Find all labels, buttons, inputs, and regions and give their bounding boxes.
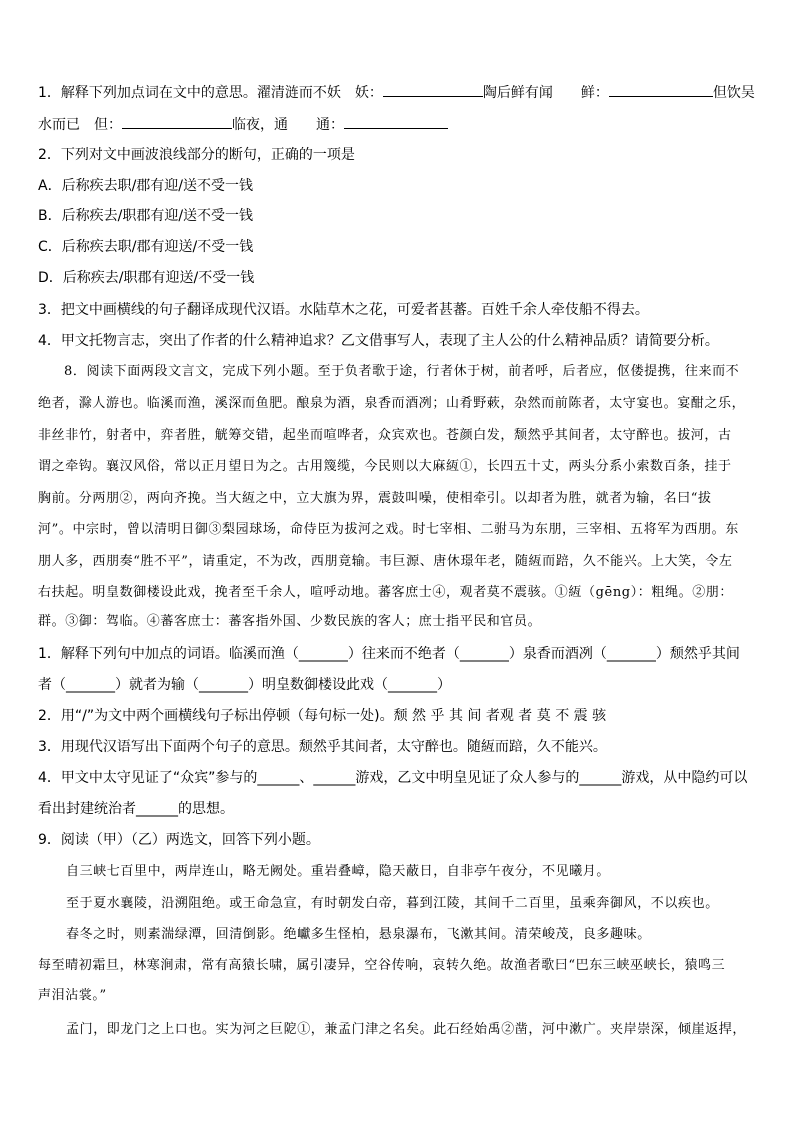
q8-1-line-1: 1．解释下列句中加点的词语。临溪而渔（_______）往来而不绝者（_______）泉香而酒冽（_______）颓然乎其间 [38,646,740,662]
q9-passage-line-1: 自三峡七百里中，两岸连山，略无阙处。重岩叠嶂，隐天蔽日，自非亭午夜分，不见曦月。 [66,864,611,879]
q8-passage-line-1: 8．阅读下面两段文言文，完成下列小题。至于负者歌于途，行者休于树，前者呼，后者应，伛偻提携，往来而不 [64,364,740,379]
q1-blank-yao[interactable] [383,82,483,97]
q8-1-line-2: 者（_______）就者为输（_______）明皇数御楼设此戏（_______） [38,677,451,693]
q8-4-line-2: 看出封建统治者______的思想。 [38,801,234,817]
q8-passage-line-3: 非丝非竹，射者中，弈者胜，觥筹交错，起坐而喧哗者，众宾欢也。苍颜白发，颓然乎其间者，太守醉也。拔河，古 [38,428,732,443]
q1-part5: 临夜，通 通： [232,117,344,133]
q8-2-text: 2．用“/”为文中两个画横线句子标出停顿（每句标一处)。颓 然 乎 其 间 者观 者 莫 不 震 骇 [38,708,607,724]
q8-passage-line-8: 右扶起。明皇数御楼设此戏，挽者至千余人，喧呼动地。蕃客庶士④，观者莫不震骇。①絚（gēng）：粗绳。②朋： [38,585,734,600]
q4-text: 4．甲文托物言志，突出了作者的什么精神追求？乙文借事写人，表现了主人公的什么精神品质？请简要分析。 [38,333,719,349]
q2-option-b[interactable]: B．后称疾去/职郡有迎/送不受一钱 [38,208,254,224]
q8-4-line-1: 4．甲文中太守见证了“众宾”参与的______、______游戏，乙文中明皇见证了众人参与的______游戏，从中隐约可以 [38,770,748,786]
q1-blank-tong[interactable] [344,114,448,129]
q9-passage-line-2: 至于夏水襄陵，沿溯阻绝。或王命急宣，有时朝发白帝，暮到江陵，其间千二百里，虽乘奔御风，不以疾也。 [66,896,719,911]
q1-line-1 [38,82,758,103]
q2-stem: 2．下列对文中画波浪线部分的断句，正确的一项是 [38,147,355,163]
q2-option-c[interactable]: C．后称疾去职/郡有迎送/不受一钱 [38,239,254,255]
q8-passage-line-7: 朋人多，西朋奏“胜不平”，请重定，不为改，西朋竟输。韦巨源、唐休璟年老，随絚而踣，久不能兴。上大笑，令左 [38,554,733,569]
q1-part3: 但饮吴 [712,85,755,101]
q1-blank-dan[interactable] [122,114,232,129]
q1-part1: 1．解释下列加点词在文中的意思。濯清涟而不妖 妖： [38,85,383,101]
q8-passage-line-5: 胸前。分两朋②，两向齐挽。当大絚之中，立大旗为界，震鼓叫噪，使相牵引。以却者为胜，就者为输，名曰“拔 [38,491,712,506]
q1-line-2 [38,114,758,135]
q2-option-a[interactable]: A．后称疾去职/郡有迎/送不受一钱 [38,178,254,194]
q9-passage-line-5: 声泪沾裳。” [38,988,107,1003]
q1-part2: 陶后鲜有闻 鲜： [482,85,609,101]
q9-passage-line-6: 孟门，即龙门之上口也。实为河之巨阸①，兼孟门津之名矣。此石经始禹②凿，河中漱广。夹岸崇深，倾崖返捍， [66,1022,747,1037]
q8-passage-line-9: 群。③御：驾临。④蕃客庶士：蕃客指外国、少数民族的客人；庶士指平民和官员。 [38,614,542,629]
q8-passage-line-4: 谓之牵钩。襄汉风俗，常以正月望日为之。古用篾缆，今民则以大麻絚①，长四五十丈，两头分系小索数百条，挂于 [38,459,732,474]
q9-passage-line-3: 春冬之时，则素湍绿潭，回清倒影。绝巘多生怪柏，悬泉瀑布，飞漱其间。清荣峻茂，良多趣味。 [66,927,651,942]
q9-stem: 9．阅读（甲）（乙）两选文，回答下列小题。 [38,832,320,848]
q9-passage-line-4: 每至晴初霜旦，林寒涧肃，常有高猿长啸，属引凄异，空谷传响，哀转久绝。故渔者歌曰“巴东三峡巫峡长，猿鸣三 [38,958,726,973]
q8-passage-line-2: 绝者，滁人游也。临溪而渔，溪深而鱼肥。酿泉为酒，泉香而酒冽；山肴野蔌，杂然而前陈者，太守宴也。宴酣之乐， [38,396,746,411]
q3-text: 3．把文中画横线的句子翻译成现代汉语。水陆草木之花，可爱者甚蕃。百姓千余人牵伎船不得去。 [38,302,649,318]
q1-part4: 水而已 但： [38,117,122,133]
q2-option-d[interactable]: D．后称疾去/职郡有迎送/不受一钱 [38,270,255,286]
q8-passage-line-6: 河”。中宗时，曾以清明日御③梨园球场，命侍臣为拔河之戏。时七宰相、二驸马为东朋，三宰相、五将军为西朋。东 [38,522,739,537]
q1-blank-xian[interactable] [609,82,713,97]
q8-3-text: 3．用现代汉语写出下面两个句子的意思。颓然乎其间者，太守醉也。随絚而踣，久不能兴。 [38,739,607,755]
